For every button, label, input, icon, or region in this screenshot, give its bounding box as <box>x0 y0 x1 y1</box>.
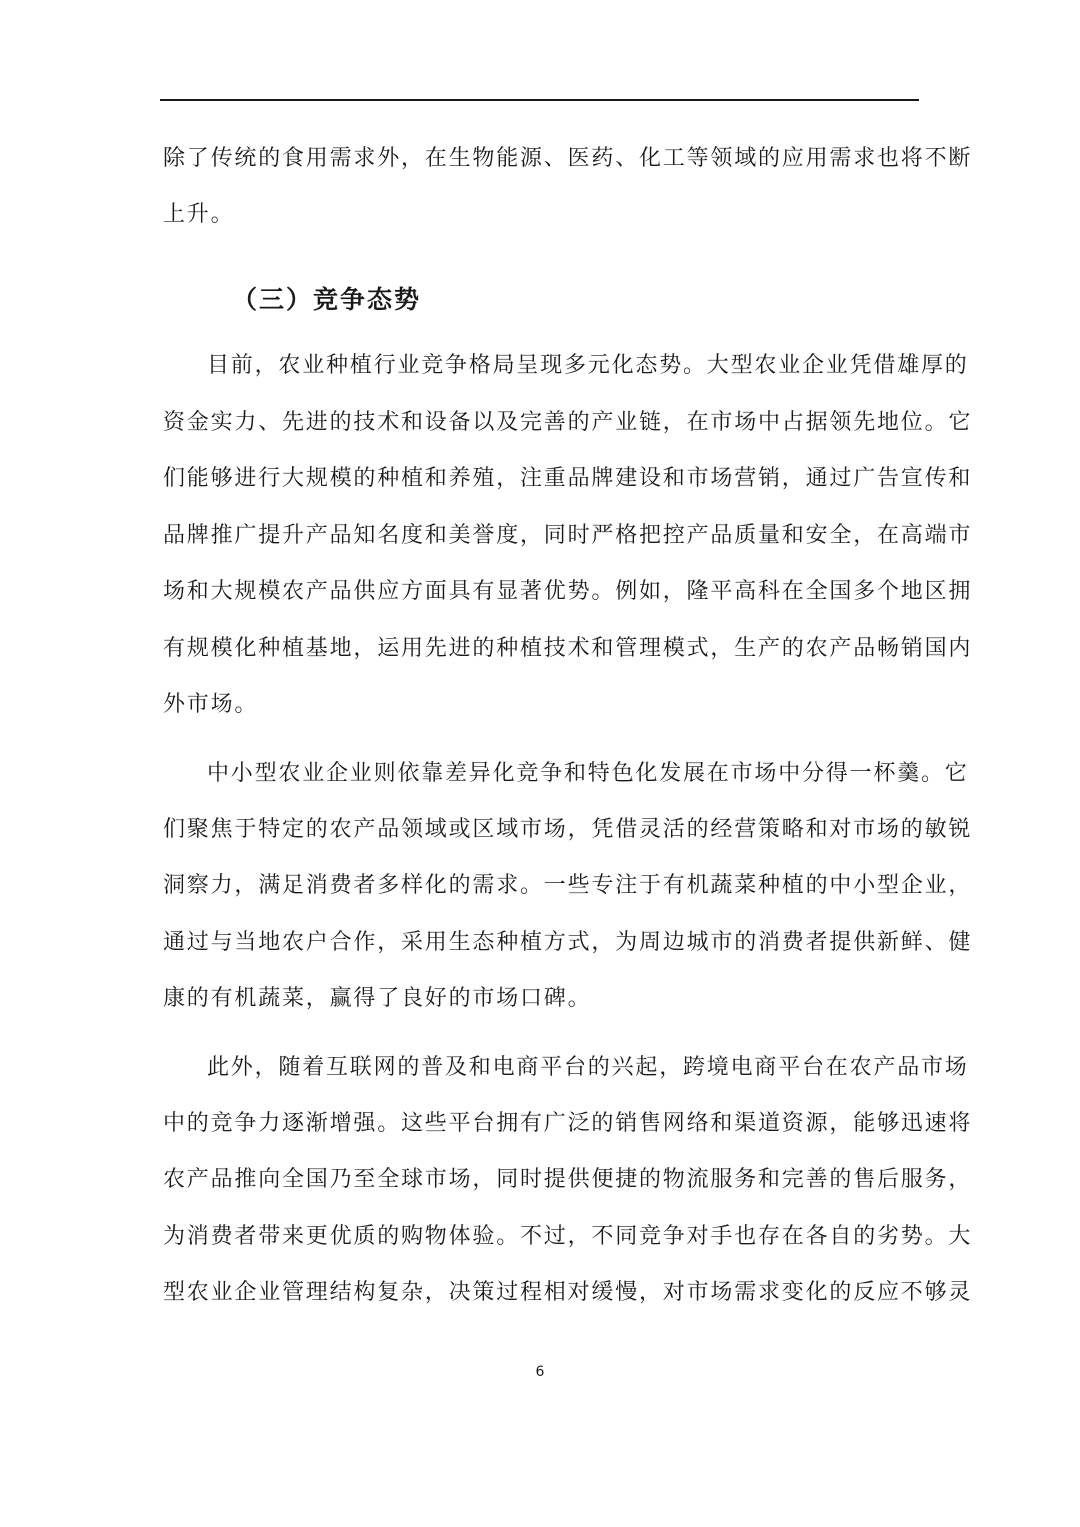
paragraph2-line-2: 们聚焦于特定的农产品领域或区域市场，凭借灵活的经营策略和对市场的敏锐 <box>163 817 973 842</box>
intro-line-2: 上升。 <box>163 202 235 227</box>
paragraph1-line-5: 场和大规模农产品供应方面具有显著优势。例如，隆平高科在全国多个地区拥 <box>163 579 973 604</box>
paragraph3-line-1: 此外，随着互联网的普及和电商平台的兴起，跨境电商平台在农产品市场 <box>207 1055 969 1080</box>
paragraph1-line-2: 资金实力、先进的技术和设备以及完善的产业链，在市场中占据领先地位。它 <box>163 410 973 435</box>
paragraph1-line-3: 们能够进行大规模的种植和养殖，注重品牌建设和市场营销，通过广告宣传和 <box>163 466 973 491</box>
section-heading: （三）竞争态势 <box>232 285 422 314</box>
paragraph3-line-2: 中的竞争力逐渐增强。这些平台拥有广泛的销售网络和渠道资源，能够迅速将 <box>163 1111 973 1136</box>
paragraph1-line-4: 品牌推广提升产品知名度和美誉度，同时严格把控产品质量和安全，在高端市 <box>163 523 973 548</box>
paragraph3-line-3: 农产品推向全国乃至全球市场，同时提供便捷的物流服务和完善的售后服务， <box>163 1167 973 1192</box>
page-number: 6 <box>535 1364 545 1380</box>
paragraph1-line-7: 外市场。 <box>163 692 259 717</box>
paragraph2-line-1: 中小型农业企业则依靠差异化竞争和特色化发展在市场中分得一杯羹。它 <box>207 761 969 786</box>
paragraph3-line-5: 型农业企业管理结构复杂，决策过程相对缓慢，对市场需求变化的反应不够灵 <box>163 1280 973 1305</box>
paragraph2-line-4: 通过与当地农户合作，采用生态种植方式，为周边城市的消费者提供新鲜、健 <box>163 930 973 955</box>
paragraph1-line-6: 有规模化种植基地，运用先进的种植技术和管理模式，生产的农产品畅销国内 <box>163 636 973 661</box>
paragraph1-line-1: 目前，农业种植行业竞争格局呈现多元化态势。大型农业企业凭借雄厚的 <box>207 353 969 378</box>
intro-line-1: 除了传统的食用需求外，在生物能源、医药、化工等领域的应用需求也将不断 <box>163 146 973 171</box>
paragraph2-line-5: 康的有机蔬菜，赢得了良好的市场口碑。 <box>163 986 592 1011</box>
paragraph2-line-3: 洞察力，满足消费者多样化的需求。一些专注于有机蔬菜种植的中小型企业， <box>163 873 973 898</box>
header-rule <box>160 99 919 101</box>
paragraph3-line-4: 为消费者带来更优质的购物体验。不过，不同竞争对手也存在各自的劣势。大 <box>163 1224 973 1249</box>
